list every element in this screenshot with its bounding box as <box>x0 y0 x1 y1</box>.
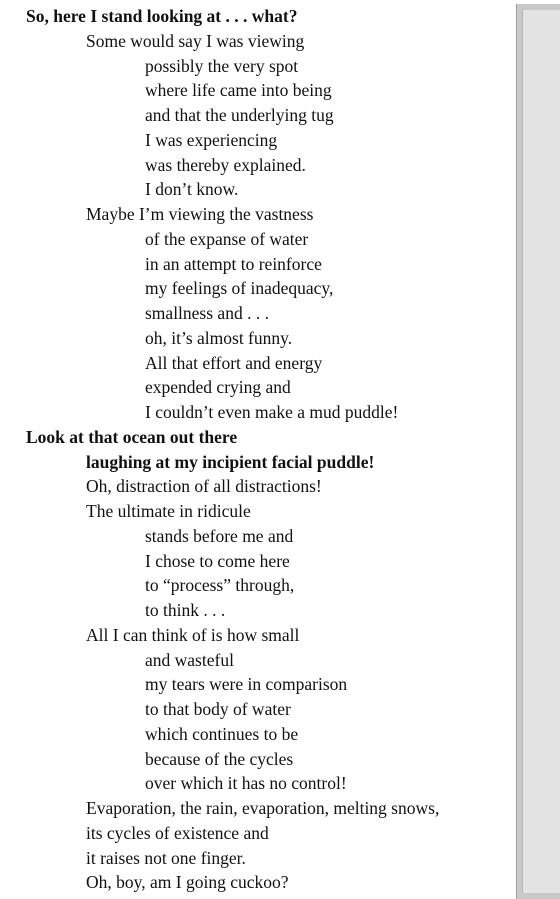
poem-line: my tears were in comparison <box>145 674 348 695</box>
poem-line: Oh, boy, am I going cuckoo? <box>86 872 289 893</box>
poem-line: I was experiencing <box>145 129 278 150</box>
poem-line: The ultimate in ridicule <box>86 501 251 521</box>
poem-line: and wasteful <box>145 649 234 670</box>
poem-line: to that body of water <box>145 699 291 719</box>
poem-line: laughing at my incipient facial puddle! <box>86 451 375 472</box>
poem-body <box>0 4 510 895</box>
poem-line: my feelings of inadequacy, <box>145 278 334 299</box>
scrollbar-track[interactable] <box>522 10 560 893</box>
poem-line: was thereby explained. <box>145 154 306 175</box>
poem-line: I chose to come here <box>145 550 290 571</box>
poem-line: I don’t know. <box>145 179 239 200</box>
vertical-scrollbar[interactable] <box>516 4 560 899</box>
poem-line: All that effort and energy <box>145 352 323 373</box>
poem-line: I couldn’t even make a mud puddle! <box>145 402 399 422</box>
poem-line: oh, it’s almost funny. <box>145 327 293 348</box>
poem-line: Maybe I’m viewing the vastness <box>86 204 314 224</box>
poem-line: Look at that ocean out there <box>26 426 238 447</box>
poem-line: smallness and . . . <box>145 303 269 323</box>
poem-line: possibly the very spot <box>145 55 299 76</box>
poem-line: of the expanse of water <box>145 228 309 249</box>
poem-line: So, here I stand looking at . . . what? <box>26 6 298 26</box>
poem-line: where life came into being <box>145 80 332 101</box>
poem-line: it raises not one finger. <box>86 847 246 868</box>
poem-line: Some would say I was viewing <box>86 30 305 51</box>
poem-line: in an attempt to reinforce <box>145 253 322 274</box>
poem-line: which continues to be <box>145 723 299 744</box>
poem-line: its cycles of existence and <box>86 822 269 843</box>
poem-line: Evaporation, the rain, evaporation, melting snows, <box>86 798 440 818</box>
poem-line: over which it has no control! <box>145 773 347 794</box>
poem-line: because of the cycles <box>145 748 294 769</box>
poem-line: Oh, distraction of all distractions! <box>86 476 322 497</box>
poem-line: expended crying and <box>145 377 291 398</box>
poem-line: and that the underlying tug <box>145 105 334 125</box>
poem-line: All I can think of is how small <box>86 624 300 645</box>
poem-line: stands before me and <box>145 525 294 546</box>
poem-line: to think . . . <box>145 600 226 620</box>
poem-line: to “process” through, <box>145 575 295 596</box>
